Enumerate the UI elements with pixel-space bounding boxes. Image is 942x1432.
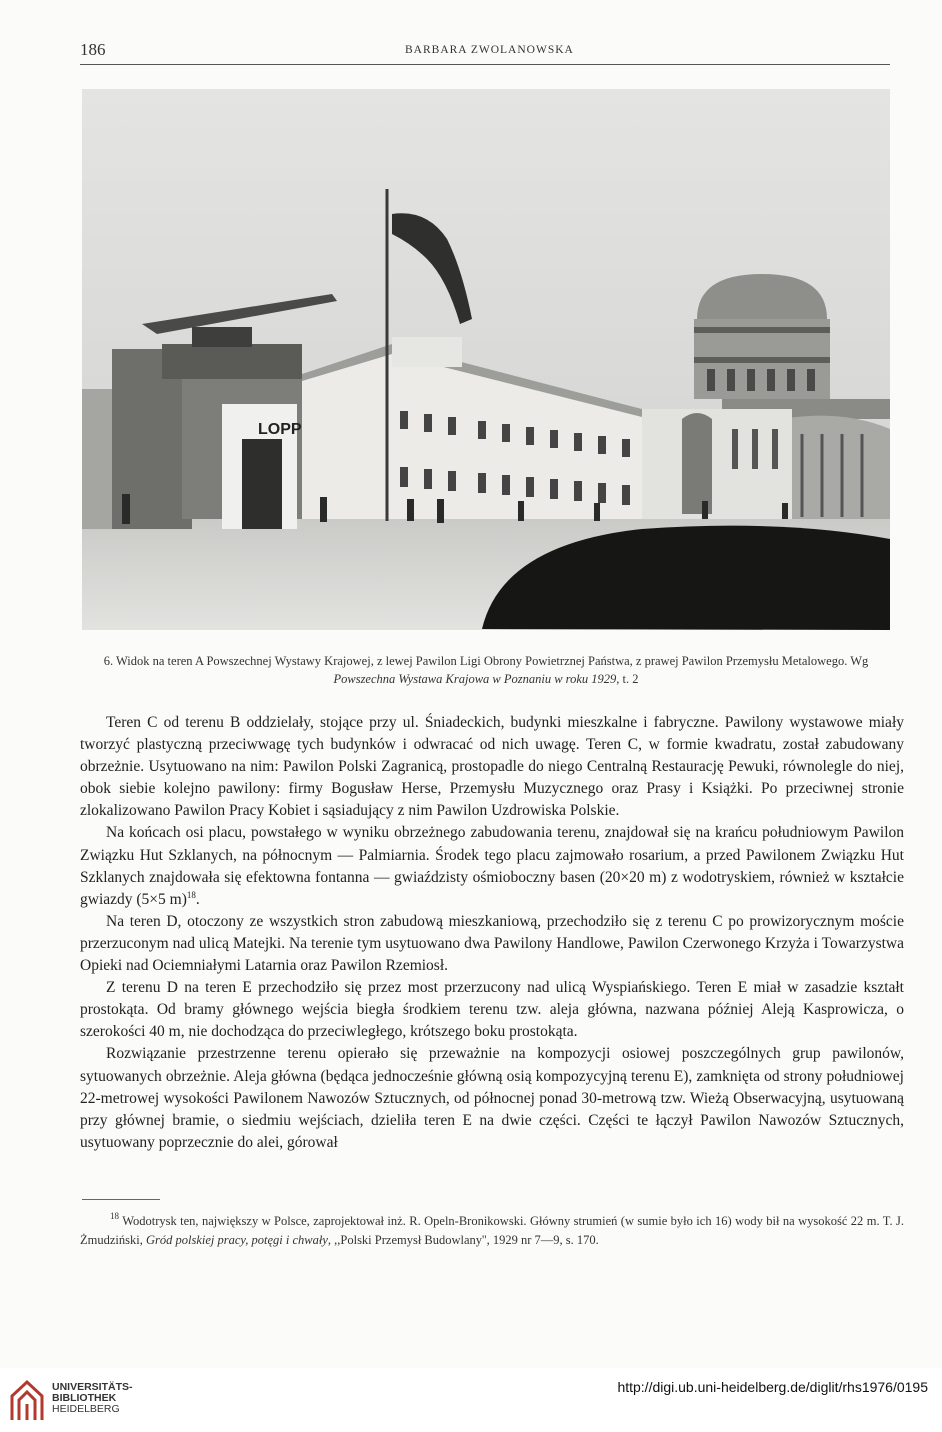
permalink-url[interactable]: http://digi.ub.uni-heidelberg.de/diglit/rhs1976/0195 xyxy=(617,1379,928,1395)
page-number: 186 xyxy=(80,40,106,59)
footnote-text: Wodotrysk ten, największy w Polsce, zaprojektował inż. R. Opeln-Bronikowski. Główny strumień (w sumie było ich 16) wody bił na wysokość 22 m. T. J. Żmudziński, xyxy=(80,1214,904,1247)
article-body xyxy=(80,712,904,1154)
library-name-line: UNIVERSITÄTS- xyxy=(52,1381,133,1393)
footnote-text-end: , ,,Polski Przemysł Budowlany'', 1929 nr 7—9, s. 170. xyxy=(327,1233,599,1247)
footnote xyxy=(80,1212,904,1250)
exhibition-photograph xyxy=(82,89,890,630)
figure-caption xyxy=(82,652,890,688)
running-head-author: BARBARA ZWOLANOWSKA xyxy=(405,44,574,56)
paragraph xyxy=(80,822,904,910)
lopp-sign: LOPP xyxy=(258,421,302,438)
footnote-cited-title: Gród polskiej pracy, potęgi i chwały xyxy=(145,1233,328,1247)
footnote-number: 18 xyxy=(110,1211,119,1221)
caption-source-volume: , t. 2 xyxy=(616,672,639,686)
library-name xyxy=(52,1382,133,1415)
paragraph: Rozwiązanie przestrzenne terenu opierało się przeważnie na kompozycji osiowej poszczególnych grup pawilonów, sytuowanych obrzeżnie. Aleja główna (będąca jednocześnie główną osią kompozycyjną terenu E), zamknięta od strony południowej 22-metrowej wysokości Pawilonem Nawozów Sztucznych, od północnej ponad 30-metrową tzw. Wieżą Obserwacyjną, usytuowaną przy głównej bramie, o siedmiu wejściach, dzieliła teren E na dwie części. Części te łączył Pawilon Nawozów Sztucznych, usytuowany poprzecznie do alei, górował xyxy=(80,1045,904,1151)
heidelberg-library-logo-icon xyxy=(8,1376,46,1424)
library-name-line: HEIDELBERG xyxy=(52,1403,120,1415)
running-header xyxy=(80,40,890,65)
paragraph: Z terenu D na teren E przechodziło się przez most przerzucony nad ulicą Wyspiańskiego. Teren E miał w zasadzie kształt prostokąta. Od bramy głównego wejścia biegła środkiem terenu tzw. aleja główna, nazwana później Aleją Kasprowicza, o szerokości 40 m, nie dochodząca do przeciwległego, krótszego boku prostokąta. xyxy=(80,979,904,1041)
paragraph-end: . xyxy=(195,890,200,908)
library-name-line: BIBLIOTHEK xyxy=(52,1392,117,1404)
paragraph: Na teren D, otoczony ze wszystkich stron zabudową mieszkaniową, przechodziło się z terenu C po prowizorycznym moście przerzuconym nad ulicą Matejki. Na terenie tym usytuowano dwa Pawilony Handlowe, Pawilon Czerwonego Krzyża i Towarzystwa Opieki nad Ociemniałymi Latarnia oraz Pawilon Rzemiosł. xyxy=(80,912,904,975)
paragraph: Teren C od terenu B oddzielały, stojące przy ul. Śniadeckich, budynki mieszkalne i fabryczne. Pawilony wystawowe miały tworzyć plastyczną przeciwwagę tych budynków i odwracać od nich uwagę. Teren C, w formie kwadratu, został zabudowany obrzeżnie. Usytuowano na nim: Pawilon Polski Zagranicą, prostopadle do niego Centralną Restaurację Pewuki, równolegle do niej, obok siebie kolejno pawilony: firmy Bogusław Herse, Przemysłu Muzycznego oraz Prasy i Książki. Po przeciwnej stronie zlokalizowano Pawilon Pracy Kobiet i sąsiadujący z nim Pawilon Uzdrowiska Polskie. xyxy=(80,714,904,820)
photo-illustration xyxy=(82,89,890,630)
caption-source-title: Powszechna Wystawa Krajowa w Poznaniu w roku 1929 xyxy=(333,672,617,686)
footnote-divider xyxy=(82,1199,160,1200)
caption-text: 6. Widok na teren A Powszechnej Wystawy Krajowej, z lewej Pawilon Ligi Obrony Powietrznej Państwa, z prawej Pawilon Przemysłu Metalowego. Wg xyxy=(103,654,869,668)
paragraph-text: Na końcach osi placu, powstałego w wyniku obrzeżnego zabudowania terenu, znajdował się na krańcu południowym Pawilon Związku Hut Szklanych, na północnym — Palmiarnia. Środek tego placu zajmowało rosarium, a przed Pawilonem Związku Hut Szklanych znajdowała się efektowna fontanna — gwiaździsty ośmioboczny basen (20×20 m) z wodotryskiem, również w kształcie gwiazdy (5×5 m) xyxy=(80,824,904,908)
library-footer xyxy=(0,1368,942,1432)
footnote-paragraph xyxy=(80,1212,904,1250)
footnote-ref[interactable]: 18 xyxy=(186,889,196,900)
